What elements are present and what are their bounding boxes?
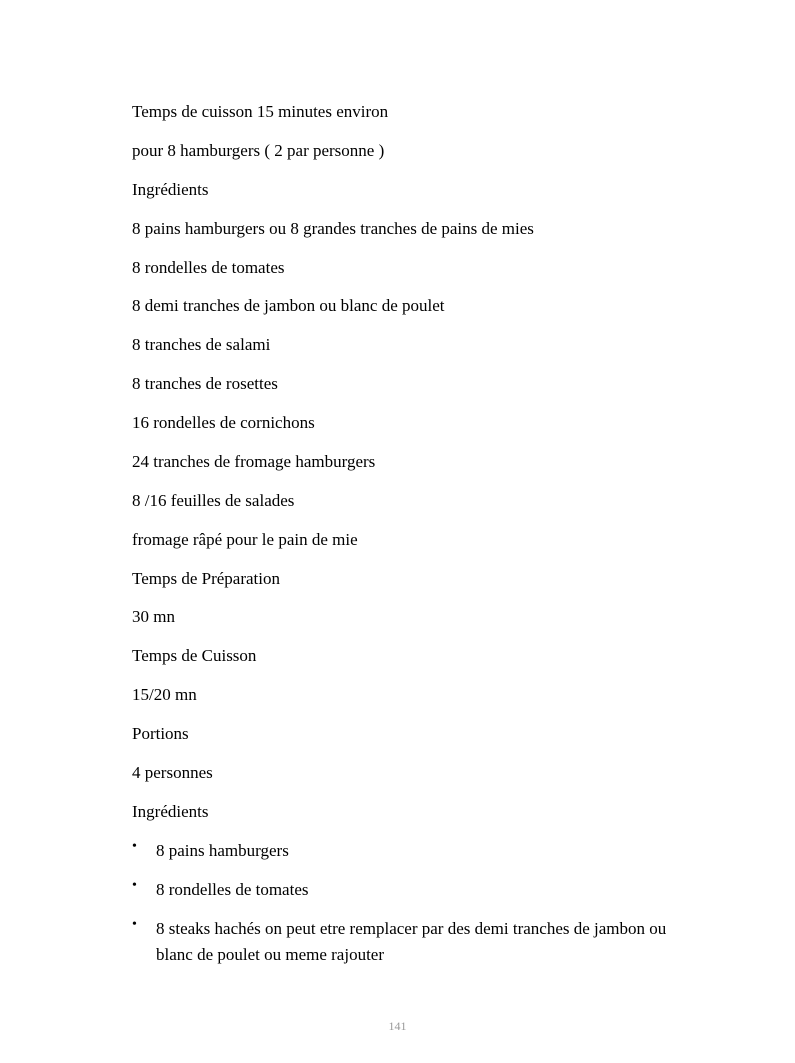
bullet-icon: • [132, 917, 137, 932]
bullet-text: 8 pains hamburgers [156, 841, 289, 860]
text-line: 16 rondelles de cornichons [132, 413, 315, 432]
bullet-icon: • [132, 839, 137, 854]
text-line: 15/20 mn [132, 685, 197, 704]
text-line: 24 tranches de fromage hamburgers [132, 452, 376, 471]
bullet-icon: • [132, 878, 137, 893]
bullet-list-item [132, 838, 692, 864]
bullet-text: 8 steaks hachés on peut etre remplacer par des demi tranches de jambon ou blanc de poulet ou meme rajouter [156, 919, 667, 964]
text-line: 30 mn [132, 607, 175, 626]
text-line: pour 8 hamburgers ( 2 par personne ) [132, 141, 385, 160]
section-heading: Temps de Cuisson [132, 646, 257, 665]
text-line: 8 /16 feuilles de salades [132, 491, 295, 510]
section-heading: Temps de Préparation [132, 569, 280, 588]
bullet-list-item [132, 916, 692, 968]
section-heading: Ingrédients [132, 180, 209, 199]
text-line: fromage râpé pour le pain de mie [132, 530, 358, 549]
text-line: 4 personnes [132, 763, 213, 782]
text-line: 8 pains hamburgers ou 8 grandes tranches de pains de mies [132, 219, 534, 238]
section-heading: Portions [132, 724, 189, 743]
section-heading: Ingrédients [132, 802, 209, 821]
text-line: 8 rondelles de tomates [132, 258, 285, 277]
text-line: 8 demi tranches de jambon ou blanc de poulet [132, 296, 445, 315]
text-line: Temps de cuisson 15 minutes environ [132, 102, 389, 121]
bullet-list-item [132, 877, 692, 903]
text-line: 8 tranches de rosettes [132, 374, 278, 393]
page-number: 141 [388, 1019, 407, 1033]
bullet-text: 8 rondelles de tomates [156, 880, 309, 899]
text-line: 8 tranches de salami [132, 335, 271, 354]
